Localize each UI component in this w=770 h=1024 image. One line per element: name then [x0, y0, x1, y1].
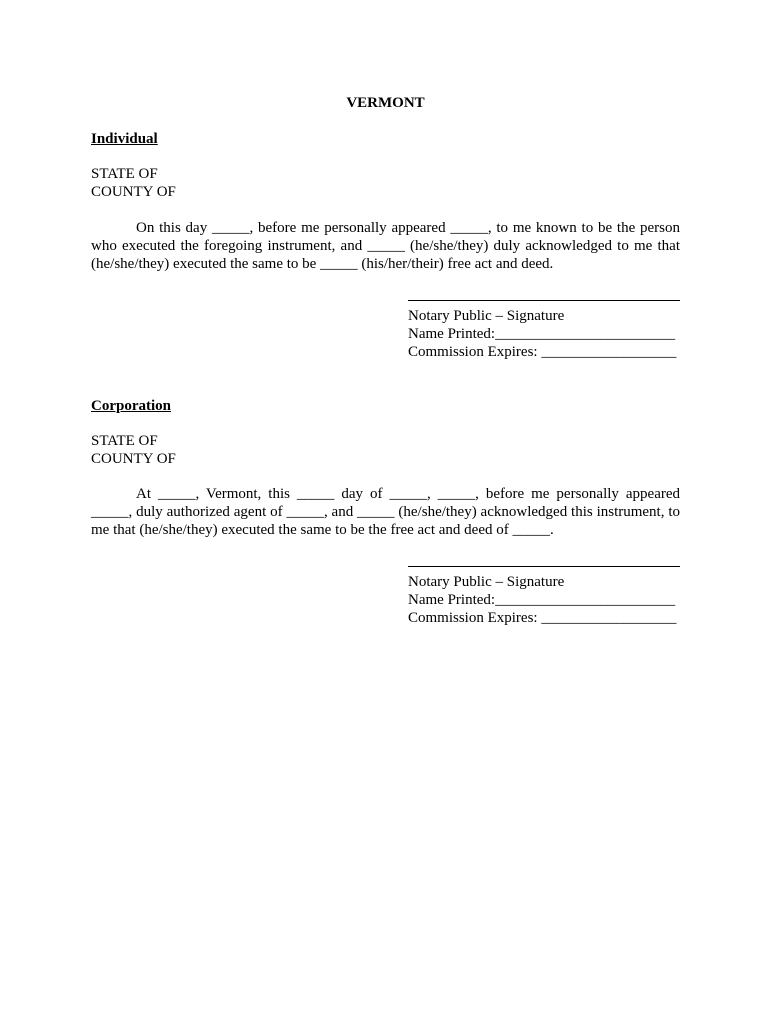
corporation-county-label: COUNTY OF [91, 451, 176, 467]
corporation-name-printed: Name Printed:________________________ [408, 592, 676, 608]
corporation-heading: Corporation [91, 398, 171, 414]
corporation-commission-expires: Commission Expires: __________________ [408, 610, 677, 626]
document-title: VERMONT [346, 95, 425, 111]
individual-acknowledgment-text: On this day _____, before me personally appeared _____, to me known to be the person who executed the foregoing instrument, and _____ (he/she/they) duly acknowledged to me that (he/she/they) executed the same to be _____ (his/her/their) free act and deed. [91, 220, 680, 272]
individual-signature-block [408, 300, 680, 361]
corporation-state-label: STATE OF [91, 433, 158, 449]
document-page [91, 94, 680, 627]
individual-notary-signature-label: Notary Public – Signature [408, 308, 565, 324]
individual-section [91, 130, 680, 361]
individual-commission-expires: Commission Expires: __________________ [408, 344, 677, 360]
individual-county-label: COUNTY OF [91, 184, 176, 200]
corporation-section [91, 397, 680, 627]
corporation-acknowledgment-text: At _____, Vermont, this _____ day of _____, _____, before me personally appeared _____, duly authorized agent of _____, and _____ (he/she/they) acknowledged this instrument, to me that (he/she/they) executed the same to be the free act and deed of _____. [91, 486, 680, 538]
individual-state-label: STATE OF [91, 166, 158, 182]
corporation-signature-block [408, 566, 680, 627]
individual-heading: Individual [91, 131, 158, 147]
individual-name-printed: Name Printed:________________________ [408, 326, 676, 342]
corporation-notary-signature-label: Notary Public – Signature [408, 574, 565, 590]
